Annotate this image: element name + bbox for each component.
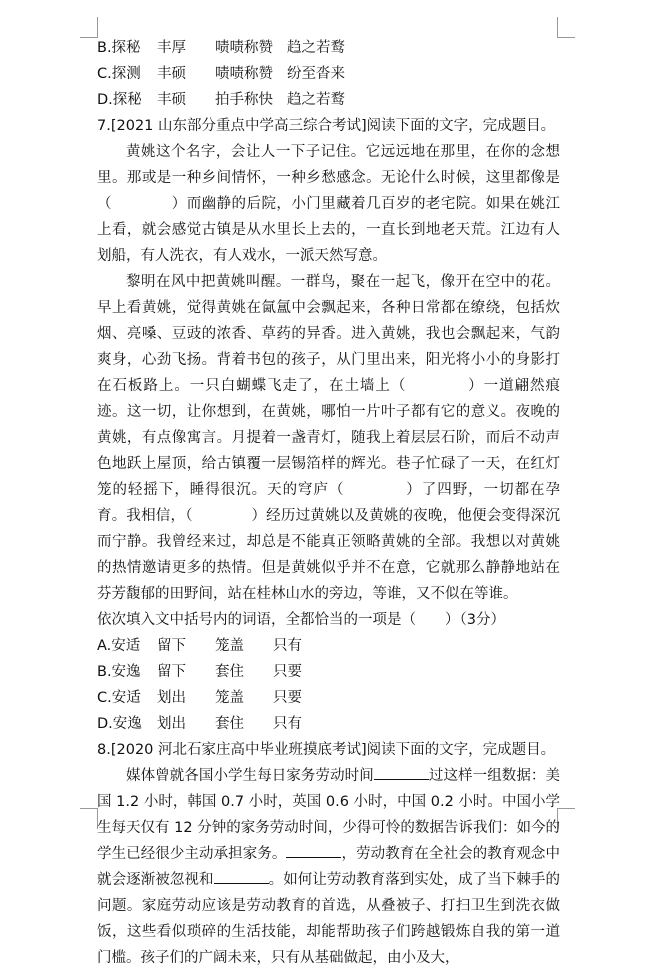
fill-blank (374, 765, 429, 780)
q7-options (97, 633, 560, 737)
document-page (97, 35, 560, 971)
q8-text: 过这样一组数据：美国 1.2 小时，韩国 0.7 小时，英国 0.6 小时，中国 0.2 小时。中国小学生每天仅有 12 分钟的家务劳动时间，少得可怜的数据告诉我们：如今的学生已经很少主动承担家务。 (97, 768, 561, 862)
option-word: 趋之若鹜 (287, 40, 345, 56)
q7-paragraph-2: 黎明在风中把黄姚叫醒。一群鸟，聚在一起飞，像开在空中的花。早上看黄姚，觉得黄姚在氤氲中会飘起来，各种日常都在缭绕，包括炊烟、亮嗓、豆豉的浓香、草药的异香。进入黄姚，我也会飘起来，气韵爽身，心劲飞扬。背着书包的孩子，从门里出来，阳光将小小的身影打在石板路上。一只白蝴蝶飞走了，在土墙上（ ）一道翩然痕迹。这一切，让你想到，在黄姚，哪怕一片叶子都有它的意义。夜晚的黄姚，有点像寓言。月提着一盏青灯，随我上着层层石阶，而后不动声色地跃上屋顶，给古镇覆一层锡箔样的辉光。巷子忙碌了一天，在红灯笼的轻摇下，睡得很沉。天的穹庐（ ）了四野，一切都在孕育。我相信，（ ）经历过黄姚以及黄姚的夜晚，他便会变得深沉而宁静。我曾经来过，却总是不能真正领略黄姚的全部。我想以对黄姚的热情邀请更多的热情。但是黄姚似乎并不在意，它就那么静静地站在芬芳馥郁的田野间，站在桂林山水的旁边，等谁，又不似在等谁。 (97, 274, 560, 602)
option-label: C.安适 (97, 690, 141, 706)
option-word: 笼盖 (215, 638, 244, 654)
page-corner-mark (80, 17, 98, 38)
option-word: 只要 (273, 664, 302, 680)
option-word: 拍手称快 (215, 92, 273, 108)
fill-blank (286, 843, 341, 858)
option-label: C.探测 (97, 66, 141, 82)
option-word: 笼盖 (215, 690, 244, 706)
option-label: D.探秘 (97, 92, 142, 108)
answer-option (97, 633, 560, 659)
q7-question: 依次填入文中括号内的词语，全都恰当的一项是（ ）（3分） (97, 612, 505, 628)
answer-option (97, 35, 560, 61)
option-label: B.探秘 (97, 40, 141, 56)
q7-paragraph-1: 黄姚这个名字，会让人一下子记住。它远远地在那里，在你的念想里。那或是一种乡间情怀，一种乡愁感念。无论什么时候，这里都像是（ ）而幽静的后院，小门里藏着几百岁的老宅院。如果在姚江上看，就会感觉古镇是从水里长上去的，一直长到地老天荒。江边有人划船，有人洗衣，有人戏水，一派天然写意。 (97, 144, 560, 264)
option-word: 划出 (157, 716, 186, 732)
option-word: 套住 (215, 716, 244, 732)
option-label: A.安适 (97, 638, 141, 654)
q8-paragraph (97, 763, 560, 971)
answer-option (97, 61, 560, 87)
option-word: 纷至沓来 (287, 66, 345, 82)
option-word: 划出 (157, 690, 186, 706)
option-word: 套住 (215, 664, 244, 680)
q8-title: 8.[2020 河北石家庄高中毕业班摸底考试]阅读下面的文字，完成题目。 (97, 742, 556, 758)
answer-option (97, 87, 560, 113)
answer-option (97, 685, 560, 711)
q6-options (97, 35, 560, 113)
option-word: 啧啧称赞 (215, 40, 273, 56)
q8-text: ，劳动教育在全社会的教育观念中就会逐渐被忽视和 (97, 846, 561, 888)
answer-option (97, 659, 560, 685)
option-word: 只有 (273, 716, 302, 732)
option-word: 丰厚 (157, 40, 186, 56)
option-word: 留下 (157, 664, 186, 680)
fill-blank (214, 869, 269, 884)
option-word: 留下 (157, 638, 186, 654)
option-word: 丰硕 (157, 66, 186, 82)
option-word: 趋之若鹜 (287, 92, 345, 108)
option-label: B.安逸 (97, 664, 141, 680)
page-corner-mark (80, 808, 98, 829)
q7-title: 7.[2021 山东部分重点中学高三综合考试]阅读下面的文字，完成题目。 (97, 118, 556, 134)
answer-option (97, 711, 560, 737)
q8-text: 。如何让劳动教育落到实处，成了当下棘手的问题。家庭劳动应该是劳动教育的首选，从叠被子、打扫卫生到洗衣做饭，这些看似琐碎的生活技能，却能帮助孩子们跨越锻炼自我的第一道门槛。孩子们的广阔未来，只有从基础做起，由小及大， (97, 872, 561, 966)
option-word: 啧啧称赞 (215, 66, 273, 82)
option-word: 只有 (273, 638, 302, 654)
q8-text: 媒体曾就各国小学生每日家务劳动时间 (126, 768, 374, 784)
option-label: D.安逸 (97, 716, 142, 732)
option-word: 丰硕 (157, 92, 186, 108)
option-word: 只要 (273, 690, 302, 706)
